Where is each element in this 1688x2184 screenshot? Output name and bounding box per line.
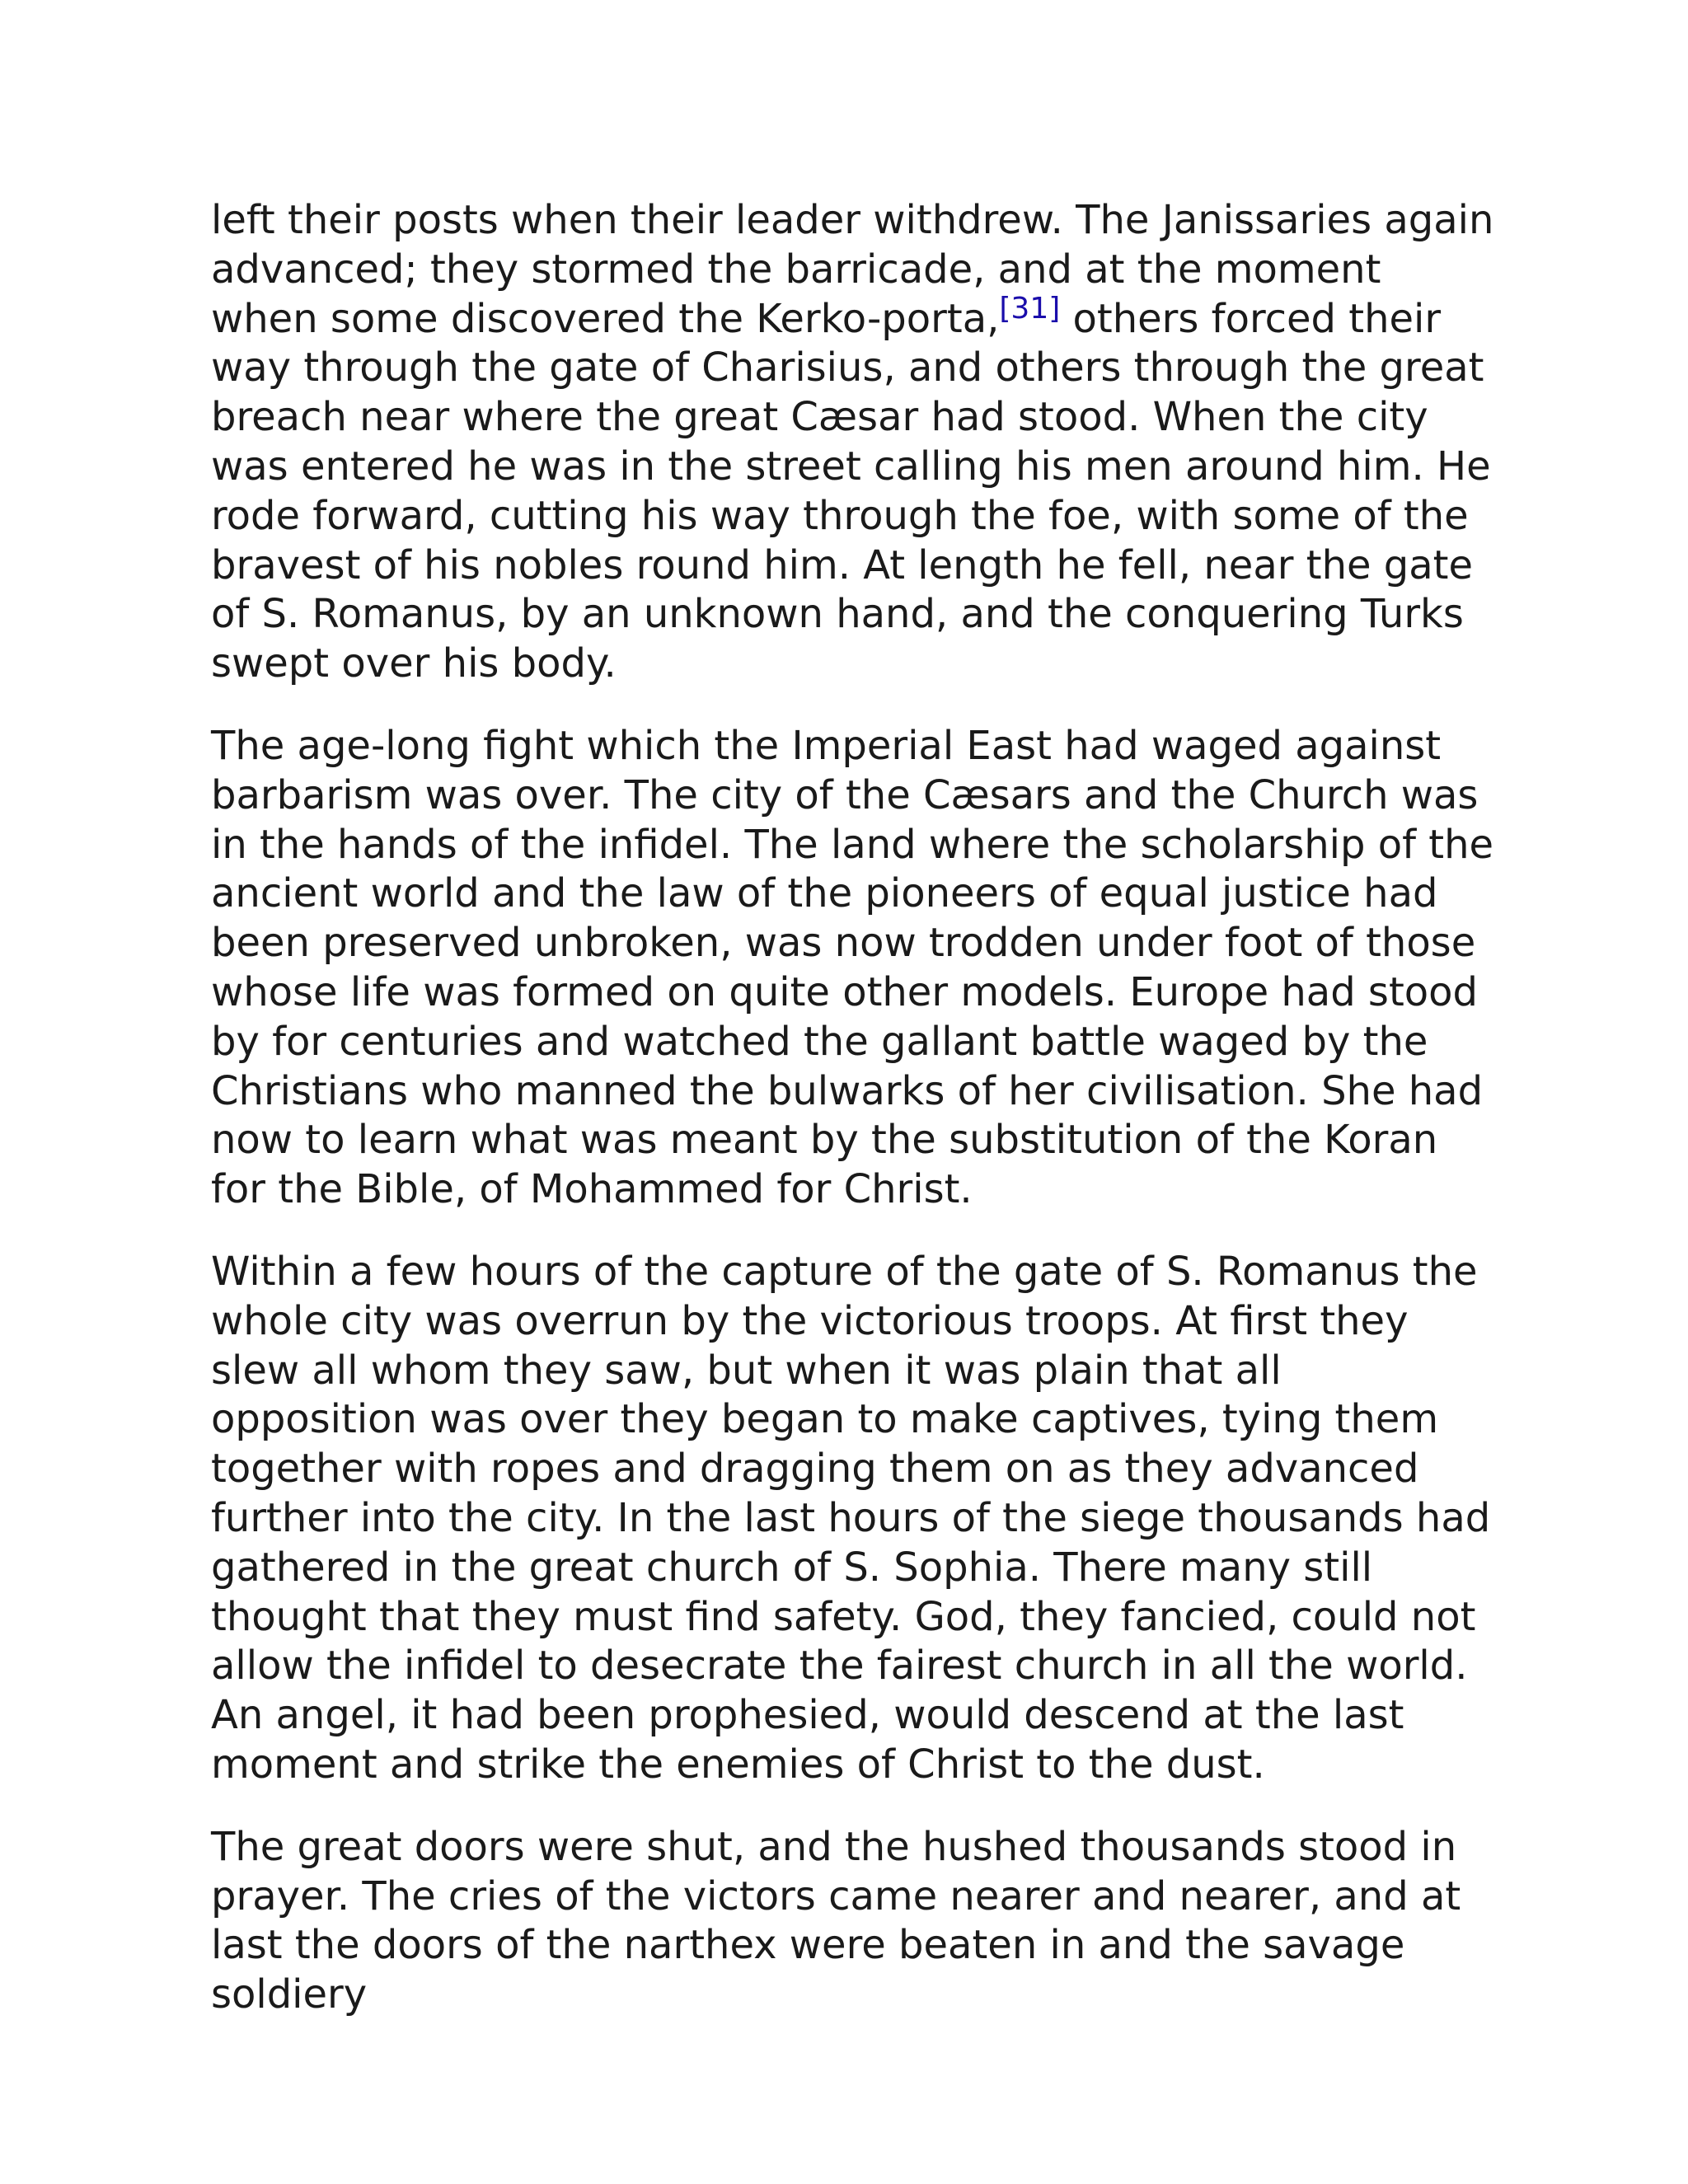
paragraph-2: The age-long fight which the Imperial East had waged against barbarism was over. The city of the Cæsars and the Church was in the hands of the infidel. The land where the scholarship of the ancient world and the law of the pioneers of equal justice had been preserved unbroken, was now trodden under foot of those whose life was formed on quite other models. Europe had stood by for centuries and watched the gallant battle waged by the Christians who manned the bulwarks of her civilisation. She had now to learn what was meant by the substitution of the Koran for the Bible, of Mohammed for Christ.: [211, 722, 1494, 1213]
footnote-link-31[interactable]: [31]: [999, 291, 1061, 326]
paragraph-1-text-after-note: others forced their way through the gate of Charisius, and others through the great breach near where the great Cæsar had stood. When the city was entered he was in the street calling his men around him. He rode forward, cutting his way through the foe, with some of the bravest of his nobles round him. At length he fell, near the gate of S. Romanus, by an unknown hand, and the conquering Turks swept over his body.: [211, 295, 1491, 687]
paragraph-4: The great doors were shut, and the hushed thousands stood in prayer. The cries of the victors came nearer and nearer, and at last the doors of the narthex were beaten in and the savage soldiery: [211, 1823, 1461, 2018]
paragraph-3: Within a few hours of the capture of the gate of S. Romanus the whole city was overrun by the victorious troops. At first they slew all whom they saw, but when it was plain that all opposition was over they began to make captives, tying them together with ropes and dragging them on as they advanced further into the city. In the last hours of the siege thousands had gathered in the great church of S. Sophia. There many still thought that they must find safety. God, they fancied, could not allow the infidel to desecrate the fairest church in all the world. An angel, it had been prophesied, would descend at the last moment and strike the enemies of Christ to the dust.: [211, 1248, 1491, 1788]
document-body: [211, 196, 1497, 2053]
paragraph-1-text-before-note: left their posts when their leader withdrew. The Janissaries again advanced; they stormed the barricade, and at the moment when some discovered the Kerko-porta,: [211, 197, 1494, 342]
paragraph-1: [211, 196, 1497, 689]
